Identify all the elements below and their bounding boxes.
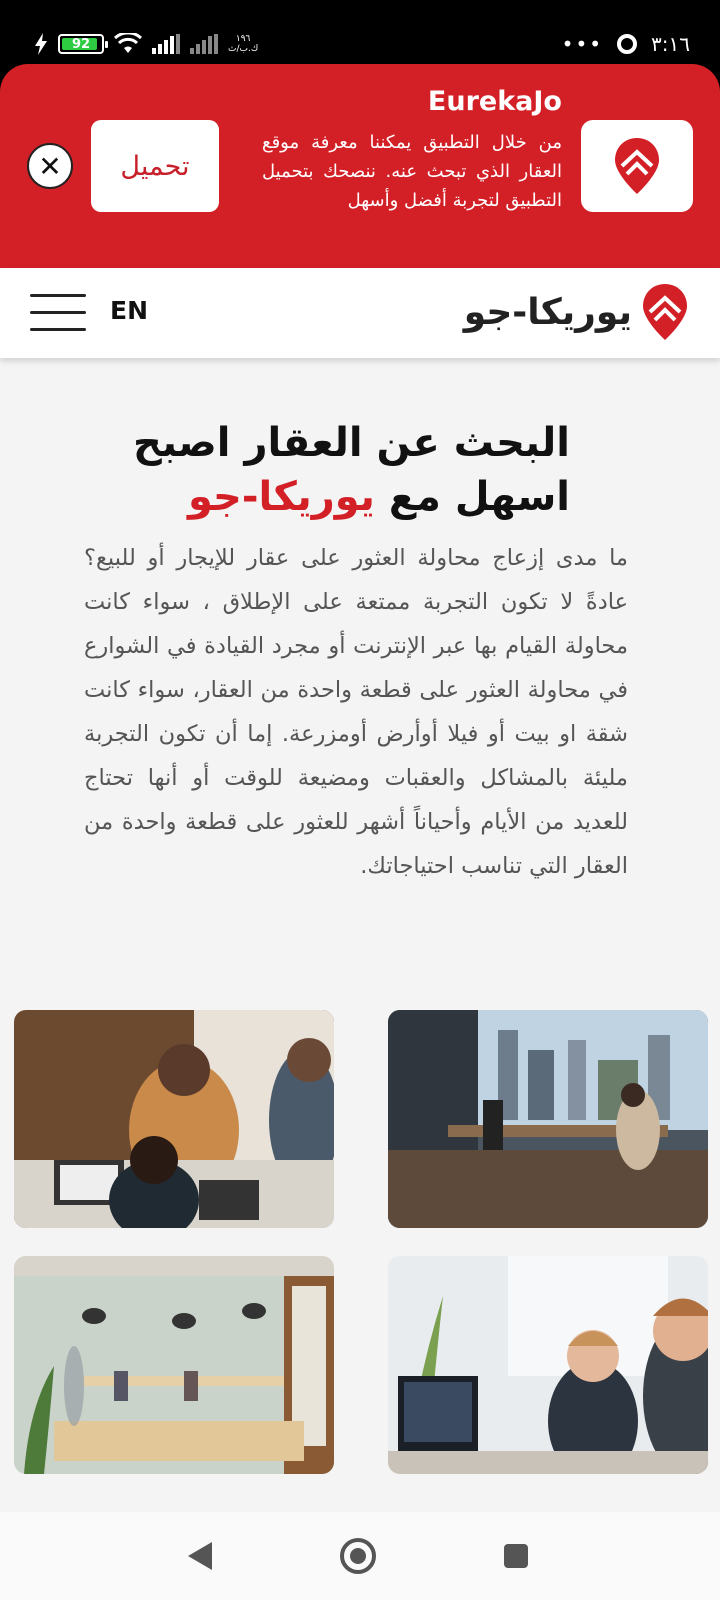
main-content	[0, 358, 720, 1512]
programmers-at-desk-photo	[388, 1256, 708, 1474]
recent-apps-icon[interactable]	[504, 1544, 528, 1568]
menu-icon-bar	[30, 328, 86, 331]
wifi-icon	[114, 33, 142, 55]
network-speed	[228, 34, 258, 54]
chrome-icon	[617, 34, 637, 54]
clock: ٣:١٦	[651, 32, 690, 56]
headline-line-2	[60, 470, 570, 524]
headline-line-1: البحث عن العقار اصبح	[133, 420, 570, 466]
close-icon: ✕	[38, 149, 62, 183]
charging-icon	[34, 33, 48, 55]
location-pin-icon	[640, 282, 690, 342]
language-toggle[interactable]: EN	[110, 296, 149, 325]
status-left	[34, 33, 258, 55]
battery-level: 92	[71, 36, 91, 52]
close-banner-button[interactable]	[27, 143, 73, 189]
location-pin-icon	[612, 136, 662, 196]
headline-prefix: اسهل مع	[374, 474, 570, 520]
hero-headline	[60, 416, 570, 524]
office-city-view-photo	[388, 1010, 708, 1228]
network-speed-unit: ك.ب/ث	[228, 44, 259, 54]
menu-icon-bar	[30, 311, 86, 314]
status-bar	[0, 0, 720, 66]
hero-paragraph: ما مدى إزعاج محاولة العثور على عقار للإيجار أو للبيع؟ عادةً لا تكون التجربة ممتعة على الإطلاق ، سواء كانت محاولة القيام بها عبر الإنترنت أو مجرد القيادة في الشوارع في محاولة العثور على قطعة واحدة من العقار، سواء كانت شقة او بيت أو فيلا أوأرض أومزرعة. إما أن تكون التجربة مليئة بالمشاكل والعقبات ومضيعة للوقت أو أنها تحتاج للعديد من الأيام وأحياناً أشهر للعثور على قطعة واحدة من العقار التي تناسب احتياجاتك.	[84, 545, 628, 879]
brand-name: يوريكا-جو	[463, 291, 632, 333]
signal-icon-2	[190, 34, 218, 54]
site-header	[0, 268, 720, 358]
banner-description: من خلال التطبيق يمكننا معرفة موقع العقار الذي تبحث عنه. ننصحك بتحميل التطبيق لتجربة أفضل وأسهل	[262, 132, 562, 211]
network-speed-value: ١٩٦	[235, 34, 251, 44]
home-icon[interactable]	[340, 1538, 376, 1574]
back-icon[interactable]	[188, 1542, 212, 1570]
menu-icon-bar	[30, 294, 86, 297]
download-button[interactable]: تحميل	[91, 120, 219, 212]
banner-title: EurekaJo	[427, 86, 562, 117]
system-nav-bar	[0, 1512, 720, 1600]
menu-button[interactable]	[30, 292, 86, 332]
app-install-banner	[0, 64, 720, 268]
site-logo[interactable]	[464, 282, 690, 342]
team-meeting-photo	[14, 1010, 334, 1228]
headline-brand: يوريكا-جو	[187, 474, 375, 520]
battery-indicator	[58, 34, 104, 54]
signal-icon	[152, 34, 180, 54]
app-logo	[581, 120, 693, 212]
coworking-space-photo	[14, 1256, 334, 1474]
more-notifications-icon: •••	[561, 32, 604, 56]
status-right	[562, 32, 690, 56]
